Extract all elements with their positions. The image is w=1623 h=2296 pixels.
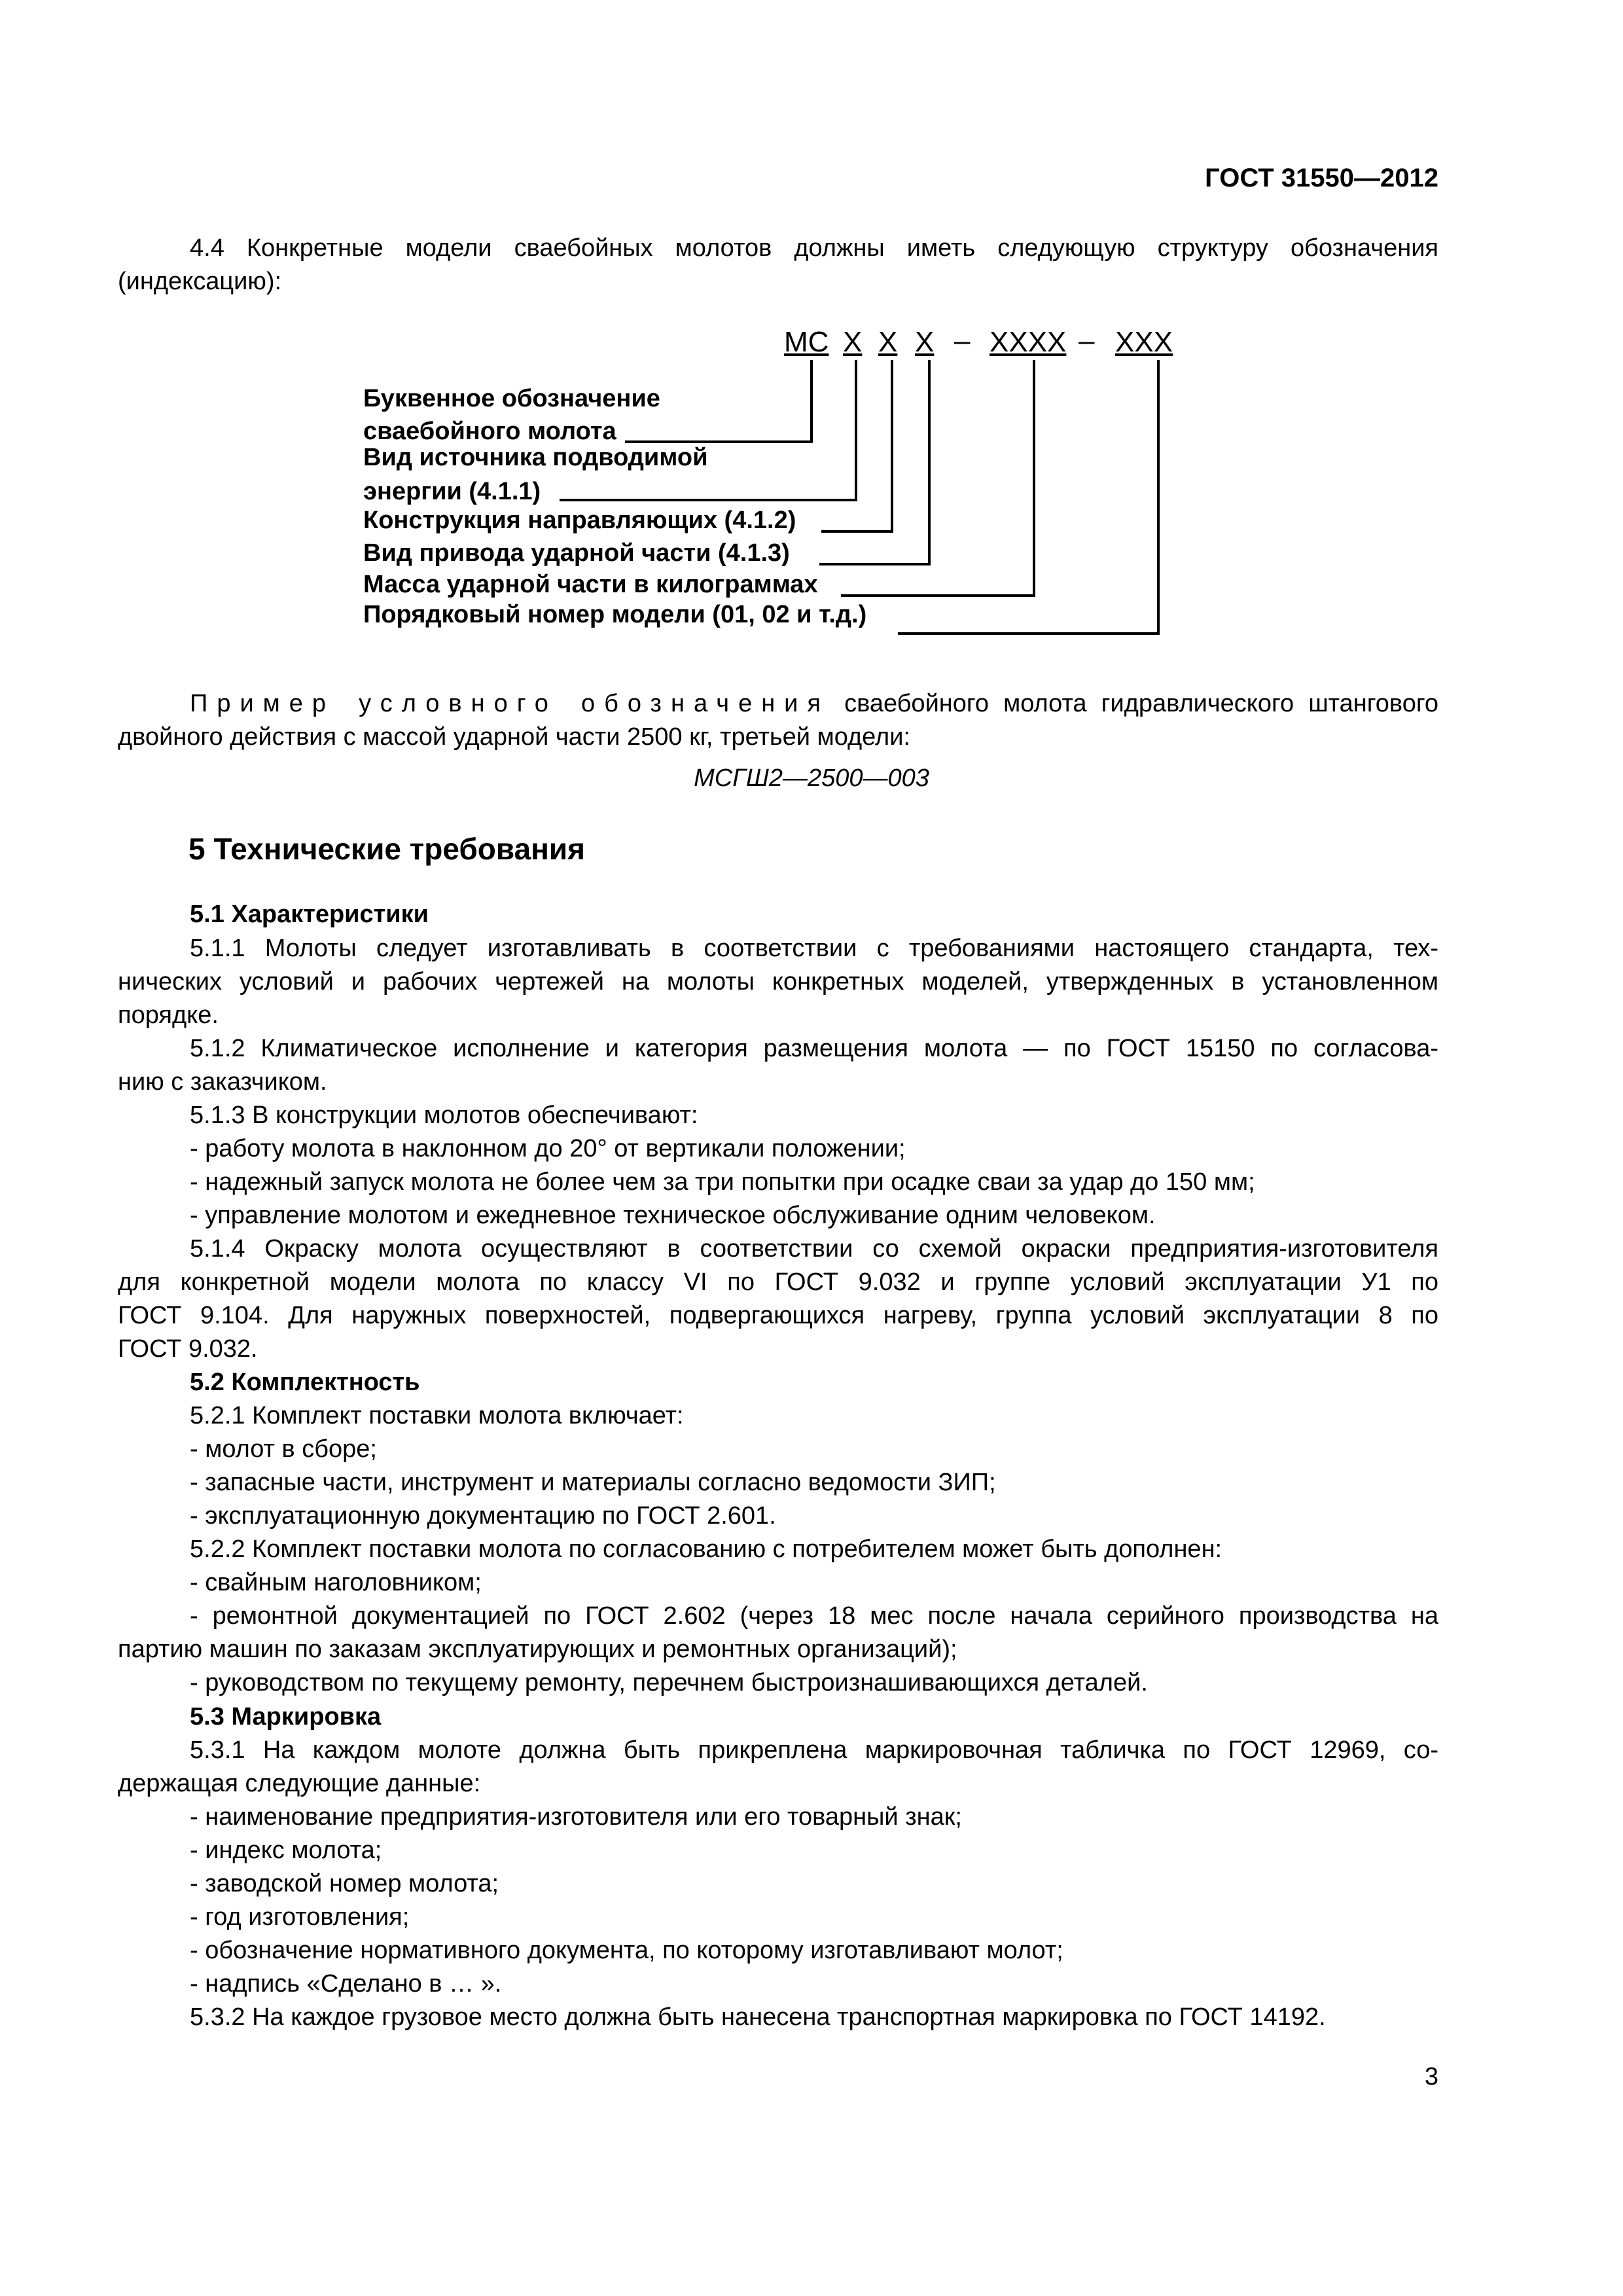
p-5-3-2: 5.3.2 На каждое грузовое место должна быть нанесена транспортная маркировка по ГОСТ 14192. [190, 2003, 1326, 2031]
example-rest: сваебойного молота гидравлического штангового [844, 690, 1438, 717]
code-part-x1: Х [843, 326, 863, 358]
list-item-5-3-1-e: - обозначение нормативного документа, по которому изготавливают молот; [190, 1937, 1063, 1964]
list-item-5-3-1-a: - наименование предприятия-изготовителя или его товарный знак; [190, 1803, 962, 1831]
p-5-2-1: 5.2.1 Комплект поставки молота включает: [190, 1402, 684, 1429]
diagram-label-7: Масса ударной части в килограммах [363, 571, 818, 598]
code-dash-2: – [1079, 325, 1095, 357]
list-item-5-1-3-a: - работу молота в наклонном до 20° от вертикали положении; [190, 1135, 906, 1162]
subsection-5-1-title: 5.1 Характеристики [190, 901, 429, 928]
example-line-2: двойного действия с массой ударной части 2500 кг, третьей модели: [118, 723, 910, 751]
diagram-label-3: Вид источника подводимой [363, 444, 708, 471]
p-5-1-3: 5.1.3 В конструкции молотов обеспечивают: [190, 1102, 698, 1129]
p-5-2-2: 5.2.2 Комплект поставки молота по согласованию с потребителем может быть дополнен: [190, 1535, 1222, 1563]
code-part-x3: Х [915, 326, 935, 358]
list-item-5-2-2-b-line-2: партию машин по заказам эксплуатирующих и ремонтных организаций); [118, 1636, 957, 1663]
list-item-5-2-1-c: - эксплуатационную документацию по ГОСТ 2.601. [190, 1502, 776, 1530]
diagram-label-1: Буквенное обозначение [363, 385, 660, 412]
list-item-5-3-1-c: - заводской номер молота; [190, 1870, 499, 1897]
code-part-number: ХХХ [1115, 326, 1173, 358]
p-5-3-1-line-1: 5.3.1 На каждом молоте должна быть прикреплена маркировочная табличка по ГОСТ 12969, со- [190, 1736, 1438, 1764]
example-line-1 [118, 687, 1438, 721]
p-5-1-4-line-4: ГОСТ 9.032. [118, 1335, 258, 1363]
intro-line-2: (индексацию): [118, 268, 282, 295]
p-5-1-2-line-2: нию с заказчиком. [118, 1068, 327, 1096]
list-item-5-3-1-f: - надпись «Сделано в … ». [190, 1970, 502, 1998]
example-designation: МСГШ2—2500—003 [694, 764, 929, 792]
list-item-5-3-1-b: - индекс молота; [190, 1837, 382, 1864]
intro-line-1: 4.4 Конкретные модели сваебойных молотов должны иметь следующую структуру обозначения [190, 234, 1438, 262]
document-code: ГОСТ 31550—2012 [1205, 164, 1438, 192]
diagram-label-6: Вид привода ударной части (4.1.3) [363, 539, 790, 567]
code-dash-1: – [954, 325, 971, 357]
p-5-1-4-line-1: 5.1.4 Окраску молота осуществляют в соответствии со схемой окраски предприятия-изготовителя [190, 1235, 1438, 1263]
list-item-5-2-1-a: - молот в сборе; [190, 1435, 377, 1463]
p-5-1-1-line-1: 5.1.1 Молоты следует изготавливать в соответствии с требованиями настоящего стандарта, тех- [190, 935, 1438, 962]
leader-line-mc [625, 360, 812, 442]
list-item-5-2-2-a: - свайным наголовником; [190, 1569, 482, 1596]
page-number: 3 [1424, 2063, 1438, 2090]
p-5-3-1-line-2: держащая следующие данные: [118, 1770, 481, 1797]
subsection-5-3-title: 5.3 Маркировка [190, 1703, 382, 1731]
p-5-1-1-line-3: порядке. [118, 1001, 219, 1029]
list-item-5-1-3-c: - управление молотом и ежедневное техническое обслуживание одним человеком. [190, 1202, 1156, 1229]
p-5-1-2-line-1: 5.1.2 Климатическое исполнение и категория размещения молота — по ГОСТ 15150 по согласова- [190, 1035, 1438, 1062]
list-item-5-2-2-c: - руководством по текущему ремонту, перечнем быстроизнашивающихся деталей. [190, 1669, 1148, 1696]
leader-line-drive [819, 360, 929, 564]
leader-line-mass [841, 360, 1034, 596]
diagram-label-2: сваебойного молота [363, 418, 616, 445]
list-item-5-2-2-b-line-1: - ремонтной документацией по ГОСТ 2.602 (через 18 мес после начала серийного производства на [190, 1602, 1438, 1630]
p-5-1-4-line-2: для конкретной модели молота по классу VI по ГОСТ 9.032 и группе условий эксплуатации У1 по [118, 1268, 1438, 1296]
section-5-title: 5 Технические требования [188, 832, 585, 866]
diagram-label-4: энергии (4.1.1) [363, 478, 541, 505]
code-part-x2: Х [878, 326, 898, 358]
p-5-1-4-line-3: ГОСТ 9.104. Для наружных поверхностей, подвергающихся нагреву, группа условий эксплуатации 8 по [118, 1302, 1438, 1329]
diagram-label-5: Конструкция направляющих (4.1.2) [363, 507, 796, 534]
diagram-label-8: Порядковый номер модели (01, 02 и т.д.) [363, 601, 867, 628]
code-part-mass: ХХХХ [990, 326, 1067, 358]
p-5-1-1-line-2: нических условий и рабочих чертежей на молоты конкретных моделей, утвержденных в установленном [118, 968, 1438, 996]
leader-line-number [898, 360, 1158, 634]
list-item-5-1-3-b: - надежный запуск молота не более чем за три попытки при осадке сваи за удар до 150 мм; [190, 1168, 1255, 1196]
list-item-5-3-1-d: - год изготовления; [190, 1903, 410, 1931]
list-item-5-2-1-b: - запасные части, инструмент и материалы согласно ведомости ЗИП; [190, 1469, 996, 1496]
subsection-5-2-title: 5.2 Комплектность [190, 1369, 420, 1396]
example-spaced-phrase: Пример условного обозначения [190, 690, 830, 717]
code-part-mc: МС [784, 326, 829, 358]
